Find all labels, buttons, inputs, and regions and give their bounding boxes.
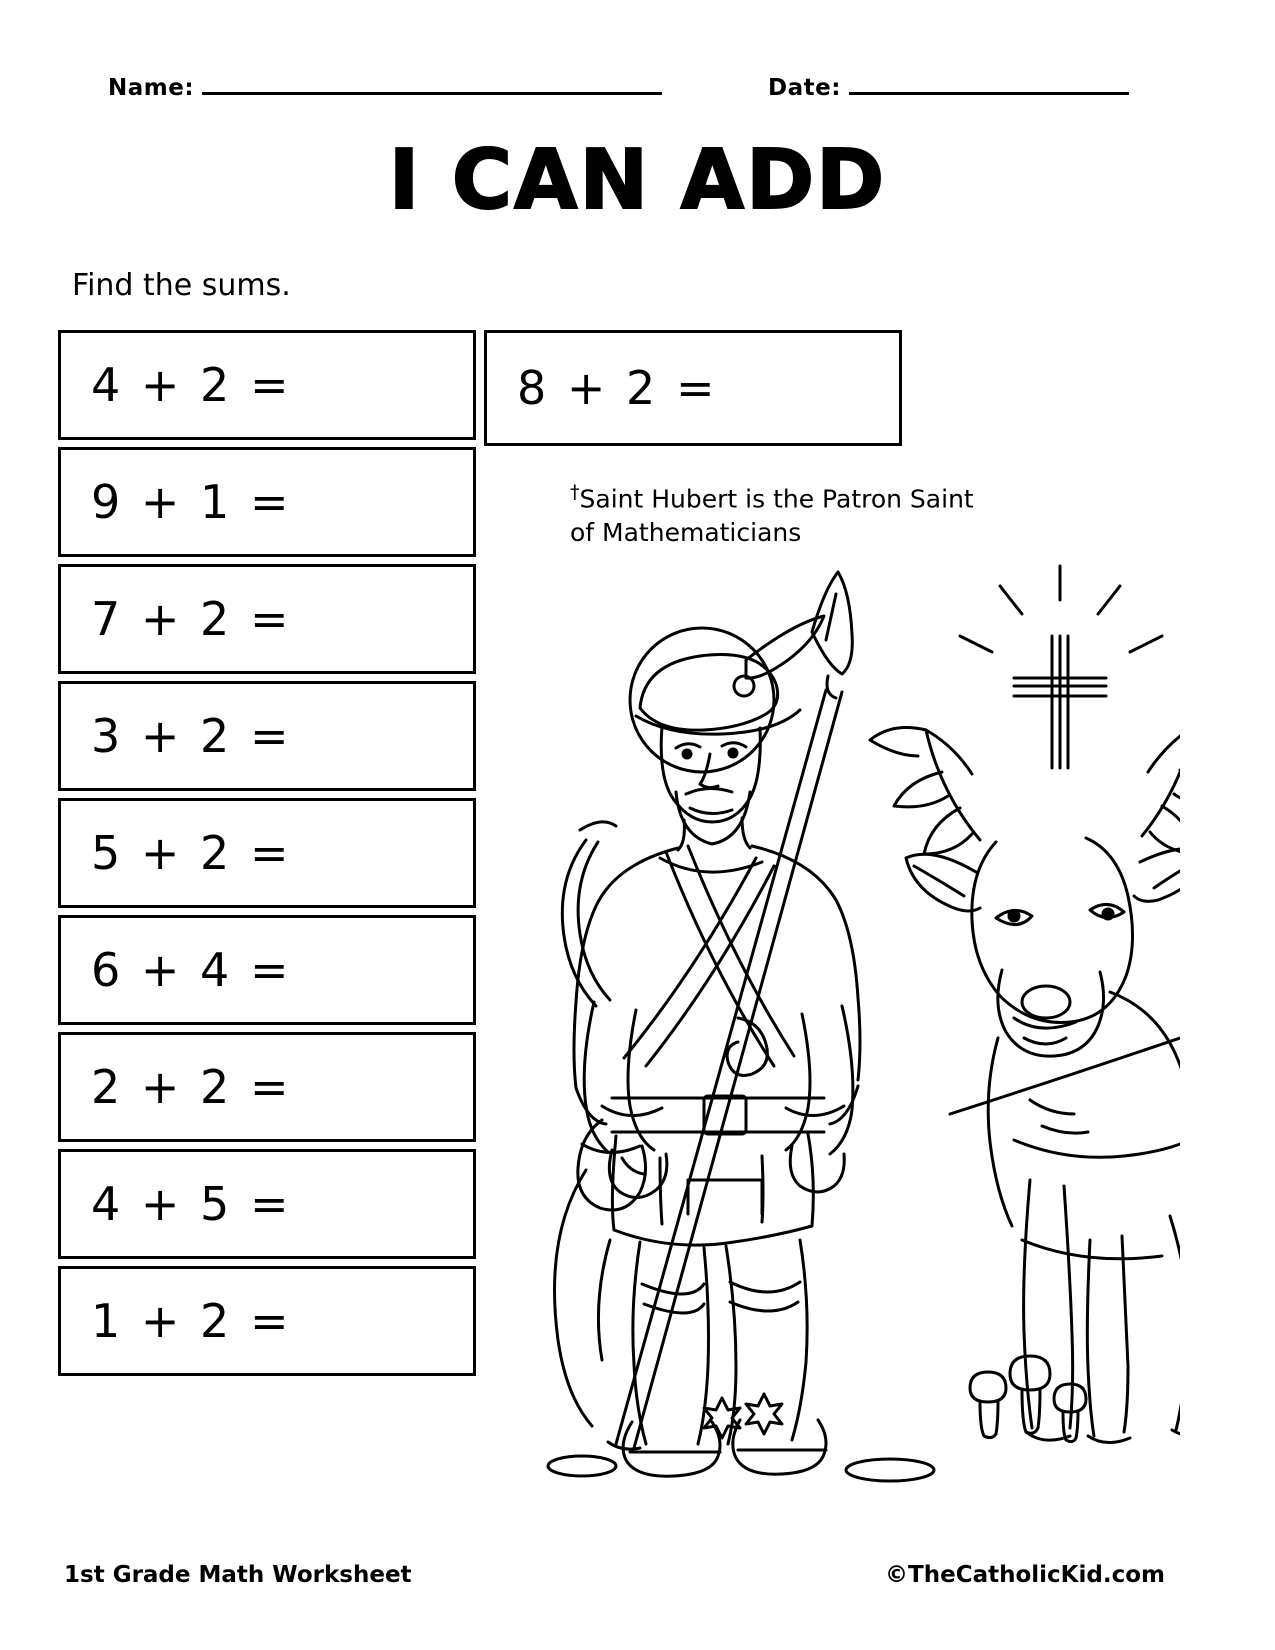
problem-box[interactable]: 6 + 4 = bbox=[58, 915, 476, 1025]
problem-box[interactable]: 2 + 2 = bbox=[58, 1032, 476, 1142]
dagger-symbol: † bbox=[570, 481, 580, 503]
name-write-line[interactable] bbox=[202, 72, 662, 95]
problem-box[interactable]: 7 + 2 = bbox=[58, 564, 476, 674]
problem-box[interactable]: 5 + 2 = bbox=[58, 798, 476, 908]
footer-left-text: 1st Grade Math Worksheet bbox=[64, 1562, 412, 1588]
name-label: Name: bbox=[108, 75, 195, 101]
instruction-text: Find the sums. bbox=[72, 268, 291, 303]
date-write-line[interactable] bbox=[849, 72, 1129, 95]
footer-right-text: ©TheCatholicKid.com bbox=[885, 1562, 1165, 1588]
problem-column-left bbox=[58, 330, 476, 1383]
problem-box[interactable]: 9 + 1 = bbox=[58, 447, 476, 557]
page-title: I CAN ADD bbox=[388, 133, 887, 228]
saint-hubert-and-stag-icon bbox=[490, 540, 1180, 1500]
problem-box[interactable]: 4 + 2 = bbox=[58, 330, 476, 440]
problem-box[interactable]: 8 + 2 = bbox=[484, 330, 902, 446]
header-row bbox=[108, 72, 1175, 112]
problem-box[interactable]: 1 + 2 = bbox=[58, 1266, 476, 1376]
date-block bbox=[768, 72, 1129, 101]
date-label: Date: bbox=[768, 75, 841, 101]
saint-hubert-illustration bbox=[490, 540, 1180, 1500]
problem-box[interactable]: 3 + 2 = bbox=[58, 681, 476, 791]
patron-saint-note-text: Saint Hubert is the Patron Saint of Mathematicians bbox=[570, 484, 974, 548]
problem-box[interactable]: 4 + 5 = bbox=[58, 1149, 476, 1259]
